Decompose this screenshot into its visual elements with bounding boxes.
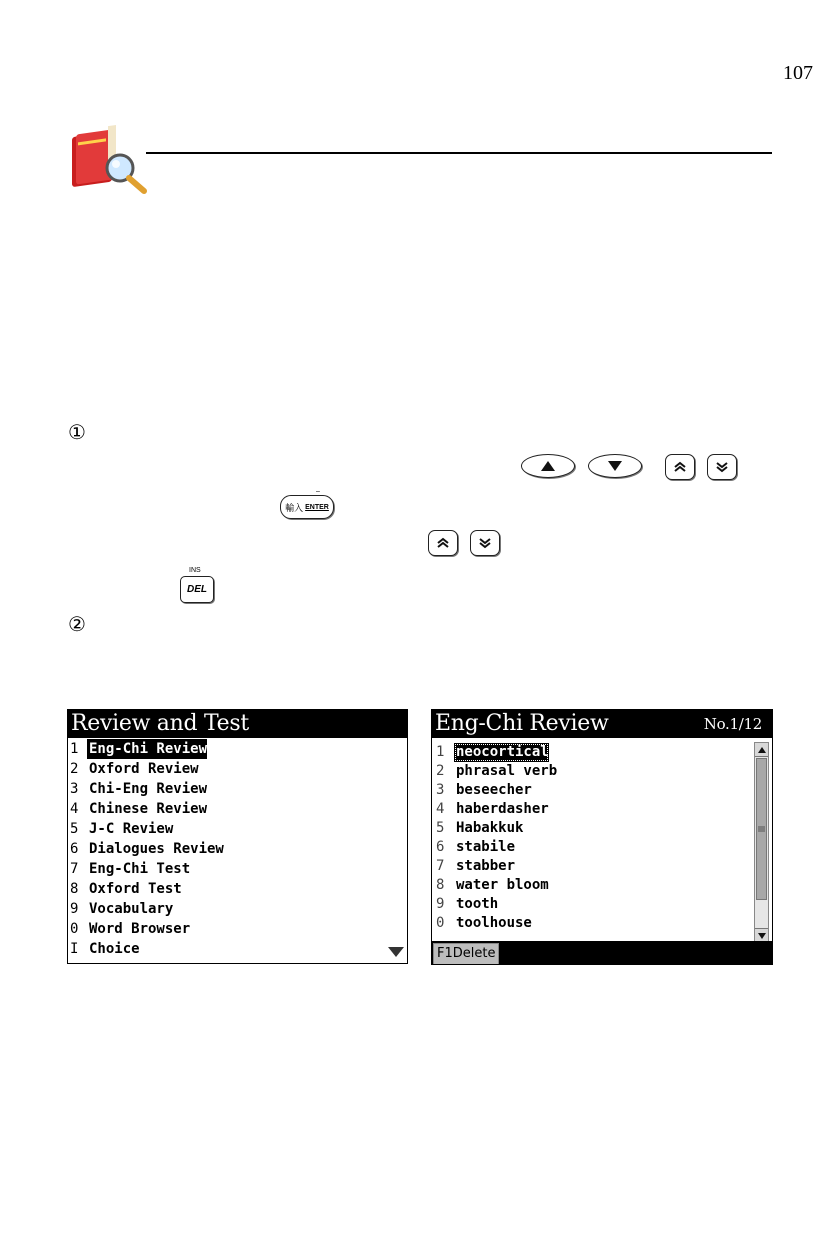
del-key-label: DEL xyxy=(187,584,207,595)
down-arrow-icon xyxy=(608,461,622,471)
item-label: Eng-Chi Review xyxy=(89,741,208,757)
page-up-key-2 xyxy=(428,530,458,556)
word-item[interactable] xyxy=(432,800,557,819)
scrollbar[interactable] xyxy=(754,742,769,943)
screen-title xyxy=(432,710,772,738)
scroll-down-button[interactable] xyxy=(755,928,768,942)
grip-icon xyxy=(758,826,765,832)
item-number: 1 xyxy=(436,744,445,760)
page-up-key xyxy=(665,454,695,480)
scroll-up-button[interactable] xyxy=(755,743,768,757)
word-item[interactable] xyxy=(432,762,557,781)
enter-key-label: 輸入 xyxy=(285,503,304,514)
item-number: 0 xyxy=(436,915,445,931)
word-counter: No.1/12 xyxy=(703,715,762,733)
item-label: tooth xyxy=(456,896,499,912)
item-label: Word Browser xyxy=(89,921,191,937)
item-label: Choice xyxy=(89,941,140,957)
menu-item[interactable] xyxy=(68,879,224,899)
down-arrow-key xyxy=(588,454,642,478)
item-label: water bloom xyxy=(456,877,549,893)
item-number: 7 xyxy=(70,861,79,877)
item-label: Chinese Review xyxy=(89,801,208,817)
item-number: 6 xyxy=(436,839,445,855)
down-triangle-icon[interactable] xyxy=(388,947,404,957)
item-number: I xyxy=(70,941,79,957)
item-label: haberdasher xyxy=(456,801,549,817)
word-item[interactable] xyxy=(432,838,557,857)
item-number: 3 xyxy=(436,782,445,798)
item-number: 6 xyxy=(70,841,79,857)
review-menu-list xyxy=(68,739,224,959)
menu-item[interactable] xyxy=(68,939,224,959)
double-chevron-down-icon xyxy=(478,537,492,549)
word-item[interactable] xyxy=(432,895,557,914)
softkey-bar xyxy=(432,941,772,964)
item-number: 0 xyxy=(70,921,79,937)
menu-item[interactable] xyxy=(68,899,224,919)
menu-item[interactable] xyxy=(68,819,224,839)
double-chevron-up-icon xyxy=(436,537,450,549)
menu-item[interactable] xyxy=(68,779,224,799)
word-item[interactable] xyxy=(432,819,557,838)
page-down-key-2 xyxy=(470,530,500,556)
item-label: Vocabulary xyxy=(89,901,174,917)
menu-item[interactable] xyxy=(68,859,224,879)
item-label: neocortical xyxy=(456,744,549,760)
item-number: 8 xyxy=(436,877,445,893)
item-label: Dialogues Review xyxy=(89,841,224,857)
item-label: beseecher xyxy=(456,782,532,798)
item-label: Oxford Review xyxy=(89,761,199,777)
double-chevron-down-icon xyxy=(715,461,729,473)
page-number: 107 xyxy=(783,62,813,84)
up-arrow-icon xyxy=(541,461,555,471)
screen-title: Review and Test xyxy=(68,710,407,738)
scroll-down-icon xyxy=(758,933,766,939)
item-number: 9 xyxy=(70,901,79,917)
step-marker-1: ① xyxy=(68,420,86,444)
book-magnifier-icon xyxy=(66,122,150,194)
item-number: 4 xyxy=(436,801,445,817)
title-rule xyxy=(146,152,772,154)
item-label: Eng-Chi Test xyxy=(89,861,191,877)
item-number: 5 xyxy=(436,820,445,836)
screen-title-text: Eng-Chi Review xyxy=(435,711,609,736)
item-number: 3 xyxy=(70,781,79,797)
page-down-key xyxy=(707,454,737,480)
word-item[interactable] xyxy=(432,876,557,895)
word-item[interactable] xyxy=(432,857,557,876)
double-chevron-up-icon xyxy=(673,461,687,473)
enter-key-dash: – xyxy=(316,488,320,495)
item-label: Chi-Eng Review xyxy=(89,781,208,797)
scroll-thumb[interactable] xyxy=(756,758,767,900)
item-number: 9 xyxy=(436,896,445,912)
word-item[interactable] xyxy=(432,743,557,762)
word-item[interactable] xyxy=(432,914,557,933)
up-arrow-key xyxy=(521,454,575,478)
item-number: 5 xyxy=(70,821,79,837)
item-number: 2 xyxy=(70,761,79,777)
eng-chi-review-screen xyxy=(431,709,773,965)
menu-item[interactable] xyxy=(68,759,224,779)
item-label: phrasal verb xyxy=(456,763,558,779)
menu-item[interactable] xyxy=(68,919,224,939)
item-number: 2 xyxy=(436,763,445,779)
item-label: stabber xyxy=(456,858,516,874)
review-word-list xyxy=(432,743,557,933)
del-key-sup: INS xyxy=(189,567,201,574)
item-label: J-C Review xyxy=(89,821,174,837)
menu-item[interactable] xyxy=(68,739,224,759)
scroll-up-icon xyxy=(758,747,766,753)
item-label: Oxford Test xyxy=(89,881,182,897)
enter-key xyxy=(280,495,334,519)
word-item[interactable] xyxy=(432,781,557,800)
item-number: 8 xyxy=(70,881,79,897)
del-key xyxy=(180,576,214,603)
item-label: stabile xyxy=(456,839,516,855)
menu-item[interactable] xyxy=(68,799,224,819)
item-number: 4 xyxy=(70,801,79,817)
item-number: 1 xyxy=(70,741,79,757)
menu-item[interactable] xyxy=(68,839,224,859)
item-number: 7 xyxy=(436,858,445,874)
item-label: Habakkuk xyxy=(456,820,524,836)
item-label: toolhouse xyxy=(456,915,532,931)
step-marker-2: ② xyxy=(68,612,86,636)
enter-key-sup: ENTER xyxy=(305,503,329,511)
review-and-test-screen xyxy=(67,709,408,964)
f1-delete-softkey[interactable]: F1Delete xyxy=(433,943,499,965)
